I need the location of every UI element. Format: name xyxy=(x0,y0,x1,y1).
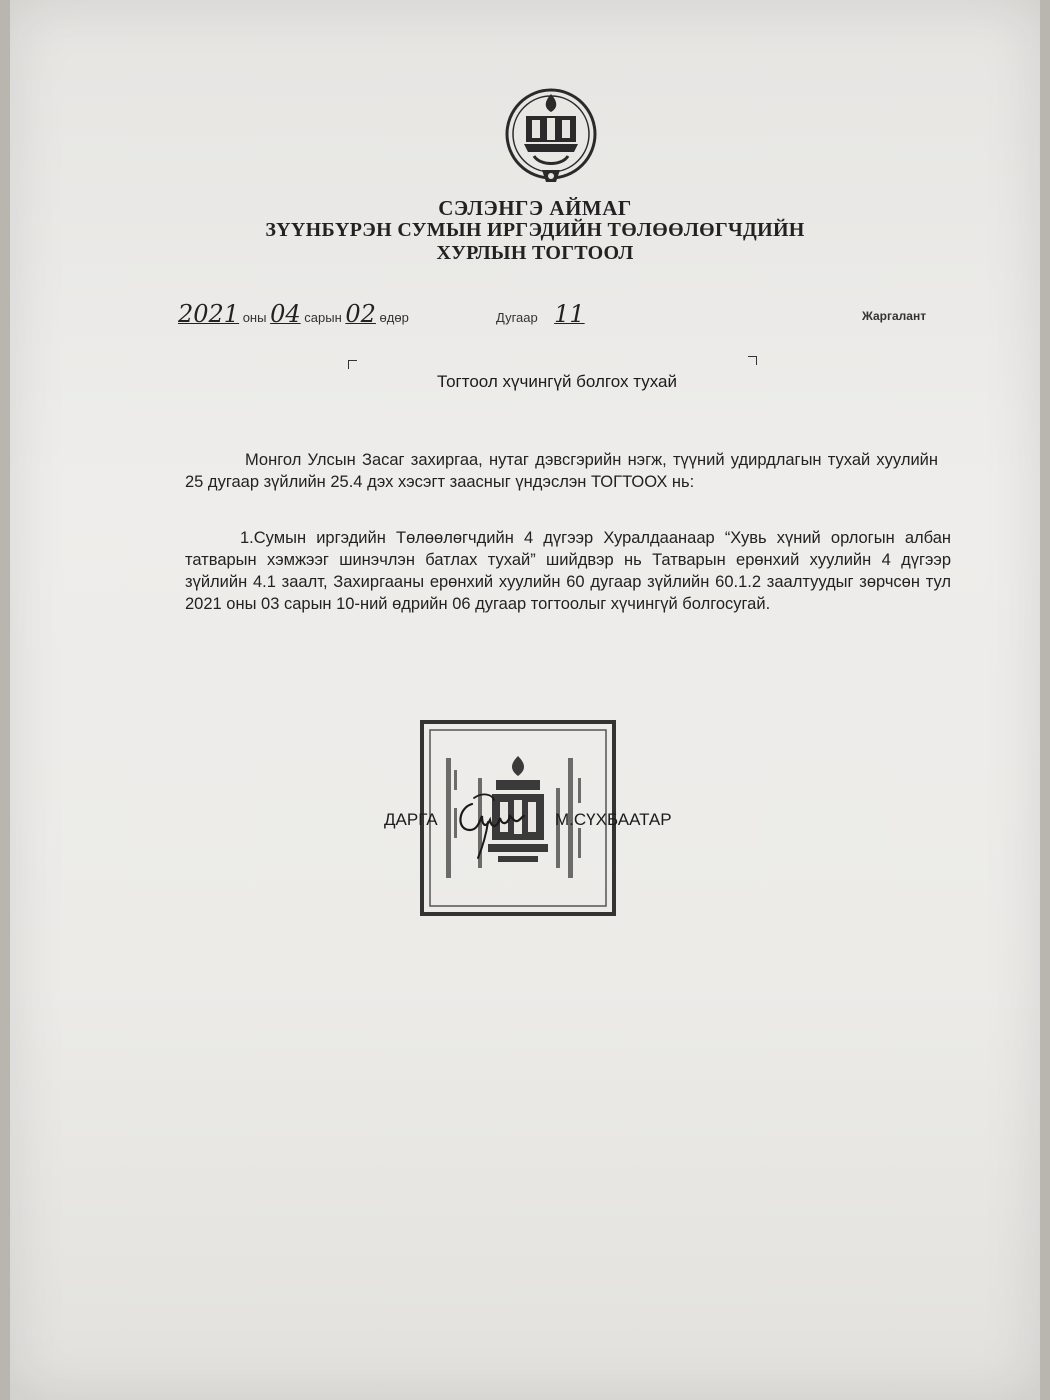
number-row xyxy=(496,300,597,328)
date-month-label: сарын xyxy=(304,310,342,325)
date-day: 02 xyxy=(345,300,376,328)
date-day-label: өдөр xyxy=(379,310,409,325)
body-paragraph-1: Монгол Улсын Засаг захиргаа, нутаг дэвсгэрийн нэгж, түүний удирдлагын тухай хуулийн 25 дугаар зүйлийн 25.4 дэх хэсэгт заасныг үндэслэн ТОГТООХ нь: xyxy=(185,451,938,491)
subject-title: Тогтоол хүчингүй болгох тухай xyxy=(437,372,677,391)
subject-bracket-right xyxy=(748,356,757,365)
date-year-label: оны xyxy=(242,310,267,325)
header-doc-type: ХУРЛЫН ТОГТООЛ xyxy=(436,242,634,264)
number-value: 11 xyxy=(554,300,585,328)
header-province: СЭЛЭНГЭ АЙМАГ xyxy=(438,196,632,220)
date-year: 2021 xyxy=(178,300,240,328)
body-paragraph-2: 1.Сумын иргэдийн Төлөөлөгчдийн 4 дүгээр Хуралдаанаар “Хувь хүний орлогын албан татварын хэмжээг шинэчлэн батлах тухай” шийдвэр нь Татварын ерөнхий хуулийн 4 дүгээр зүйлийн 4.1 заалт, Захиргааны ерөнхий хуулийн 60 дугаар зүйлийн 60.1.2 заалтуудыг зөрчсөн тул 2021 оны 03 сарын 10-ний өдрийн 06 дугаар тогтоолыг хүчингүй болгосугай. xyxy=(185,529,951,613)
header-council: ЗҮҮНБҮРЭН СУМЫН ИРГЭДИЙН ТӨЛӨӨЛӨГЧДИЙН xyxy=(265,219,805,241)
handwritten-signature-icon xyxy=(452,786,536,860)
mongolia-state-emblem-icon xyxy=(504,86,598,188)
signatory-title: ДАРГА xyxy=(384,810,438,829)
subject-bracket-left xyxy=(348,360,357,369)
number-label: Дугаар xyxy=(496,310,538,325)
document-page xyxy=(10,0,1040,1400)
date-month: 04 xyxy=(270,300,301,328)
date-row xyxy=(178,300,409,328)
signatory-name: М.СҮХБААТАР xyxy=(555,810,672,829)
place-name: Жаргалант xyxy=(862,309,927,323)
